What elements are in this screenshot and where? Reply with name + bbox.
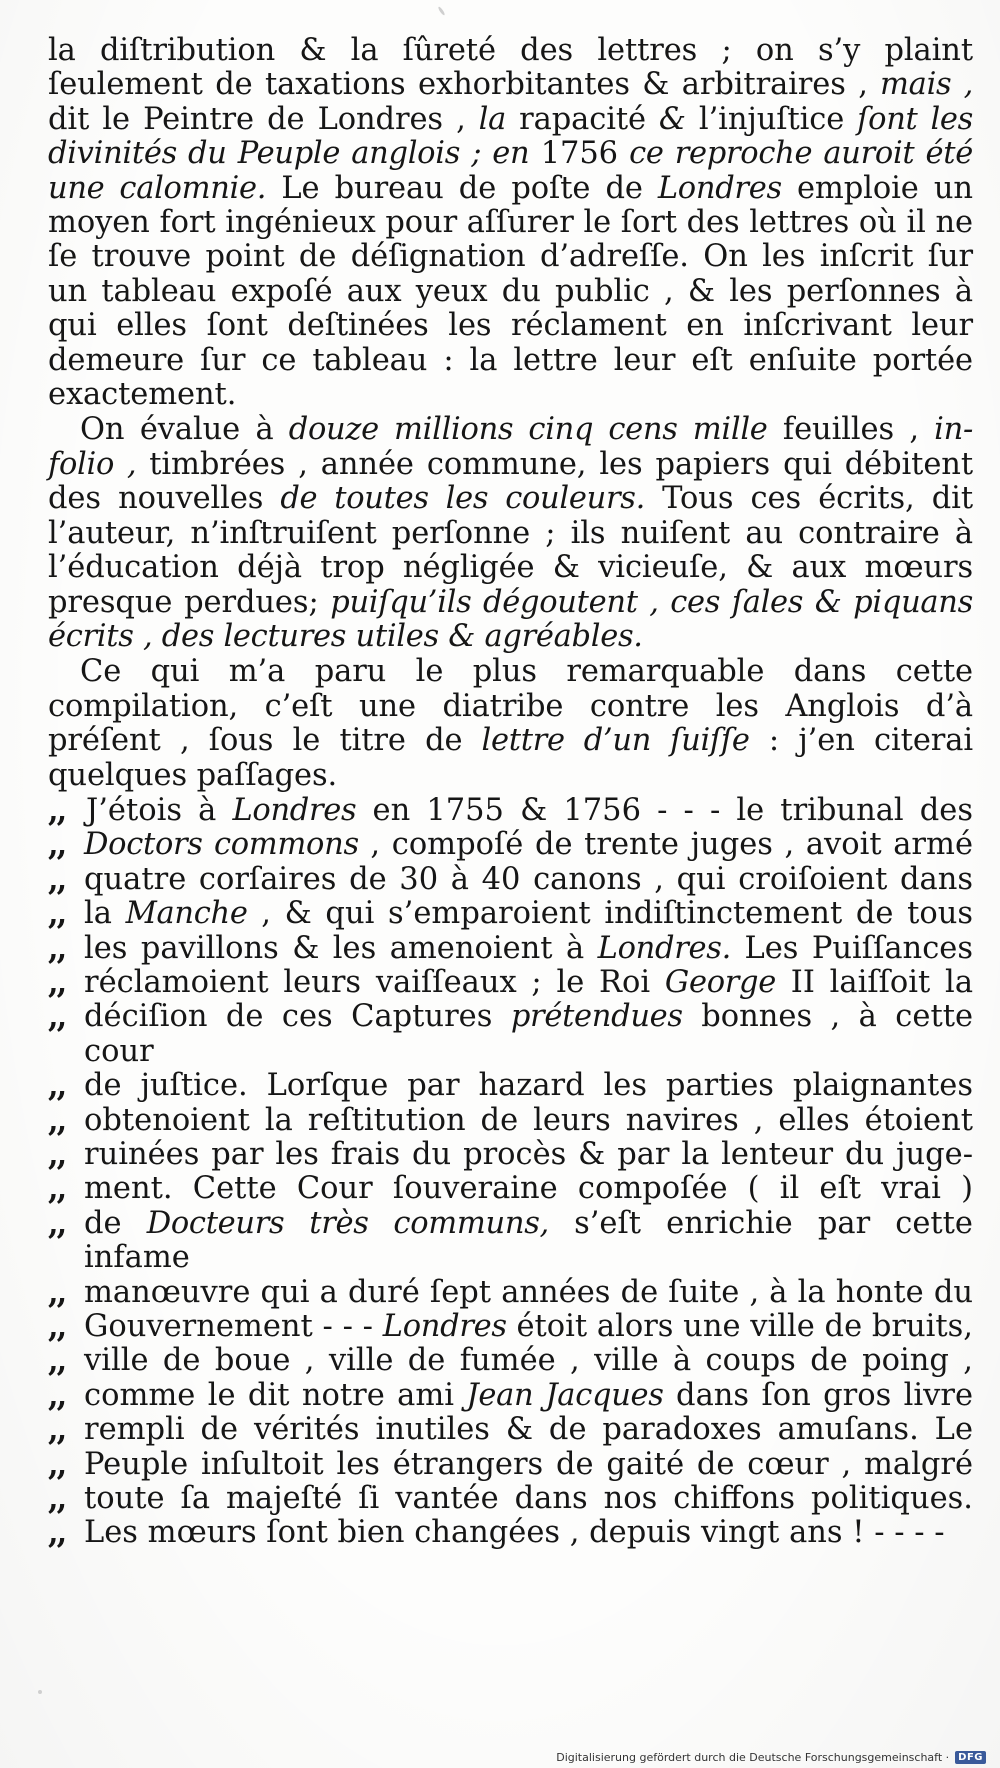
italic-text: ſont les divinités du Peuple anglois ; [48,101,974,172]
text-run: , compoſé de trente juges , avoit armé [358,827,973,863]
text-run: ville de boue , ville de fumée , ville à coups de poing , [84,1343,973,1379]
quote-line-text [84,828,973,862]
text-run: de [84,1205,147,1241]
quote-line [48,863,973,897]
text-run: dans ſon gros livre [663,1377,974,1413]
quotation-mark: ,, [48,1205,66,1242]
quotation-mark: ,, [48,827,66,864]
quote-line [48,1482,973,1516]
italic-text: de toutes les couleurs. [263,481,645,517]
italic-text: puiſqu’ils dégoutent , ces ſales & piquans écrits , des lectures utiles & agréables. [48,584,973,654]
text-run: Gouvernement - - - [84,1309,383,1345]
quote-line [48,1276,973,1310]
quotation-mark: ,, [48,1412,66,1449]
quotation-mark: ,, [48,1274,66,1311]
text-run: II laiſſoit la [776,964,973,1000]
quote-line-text [84,1104,973,1138]
text-run: ruinées par les frais du procès & par la lenteur du juge- [84,1137,973,1172]
text-run: l’injuſtice [685,101,845,137]
quote-line [48,1000,973,1069]
quote-line [48,1138,973,1172]
quote-line-text [84,1310,973,1344]
quotation-mark: ,, [48,1171,66,1208]
text-run: Le bureau de poſte de [266,170,643,206]
quote-line [48,1207,973,1276]
text-run: comme le dit notre ami [84,1377,467,1413]
text-run: On évalue à [80,412,274,448]
text-run: manœuvre qui a duré ſept années de ſuite , à la honte du [84,1274,973,1310]
quote-line-text [84,863,973,897]
italic-text: Londres [232,792,357,828]
quotation-mark: ,, [48,930,66,967]
italic-text: Londres [642,170,782,206]
text-run: ment. Cette Cour ſouveraine compoſée ( il eſt vrai ) [84,1171,973,1207]
text-run: bonnes , à cette cour [84,999,974,1069]
quotation-mark: ,, [48,964,66,1001]
paragraph [48,34,973,412]
italic-text: lettre d’un ſuiſſe [462,723,750,759]
text-run: rapacité [506,101,646,137]
quotation-mark: ,, [48,1446,66,1483]
quotation-mark: ,, [48,1515,66,1552]
quote-line-text [84,1344,973,1378]
quotation-mark: ,, [48,1377,66,1414]
italic-text: in-folio , [48,412,973,482]
text-run: Tous ces écrits, dit l’auteur, n’inſtruiſent perſonne ; ils nuiſent au contraire à l’éducation déjà trop négligée & vicieuſe, & aux mœurs presque perdues; [48,481,973,620]
text-run: réclamoient leurs vaiſſeaux ; le Roi [84,964,665,1000]
italic-text: Docteurs très communs, [146,1205,549,1241]
body-text [48,34,973,793]
text-run: : j’en citerai quelques paſſages. [48,723,973,793]
quote-line-text [84,1207,973,1276]
text-run: 1756 [529,136,618,172]
quote-line [48,932,973,966]
italic-text: Manche [125,896,248,932]
quote-line [48,1069,973,1103]
quote-line [48,1448,973,1482]
quote-line-text [84,1138,973,1172]
text-run: , & qui s’emparoient indiſtinctement de tous [247,896,973,932]
italic-text: ce reproche auroit été une calomnie. [48,136,973,206]
quote-line-text [84,966,973,1000]
paragraph [48,413,973,654]
quote-line [48,966,973,1000]
quotation-mark: ,, [48,1481,66,1518]
quote-line-text [84,1448,973,1482]
quotation-mark: ,, [48,1102,66,1139]
quote-line-text [84,932,973,966]
quote-line-text [84,1172,973,1206]
quotation-mark: ,, [48,792,66,829]
quotation-mark: ,, [48,1137,66,1173]
text-run: Ce qui m’a paru le plus remarquable dans cette compilation, c’eſt une diatribe contre les Anglois d’à préſent , ſous le titre de [48,654,973,759]
quotation-mark: ,, [48,1309,66,1346]
text-run: toute ſa majeſté ſi vantée dans nos chiffons politiques. [84,1481,973,1517]
quote-line-text [84,897,973,931]
quote-line [48,1413,973,1447]
quotation-mark: ,, [48,861,66,898]
paragraph [48,655,973,793]
italic-text: en [481,136,530,172]
text-run: timbrées , année commune, les papiers qui débitent des nouvelles [48,446,973,517]
digitization-credit [556,1751,986,1764]
quote-line-text [84,1413,973,1447]
credit-text: Digitalisierung gefördert durch die Deutsche Forschungsgemeinschaft · [556,1751,950,1764]
quote-line [48,1310,973,1344]
text-run: Les Puiſſances [731,930,973,966]
italic-text: mais , [867,67,973,103]
quote-line-text [84,1516,973,1550]
quote-line-text [84,1000,973,1069]
text-run: J’étois à [86,792,233,828]
text-run: de juſtice. Lorſque par hazard les parties plaignantes [84,1068,973,1104]
quote-line [48,1344,973,1378]
quote-line [48,794,973,828]
quote-line-text [84,1482,973,1516]
quotation-mark: ,, [48,1343,66,1380]
text-run: dit le Peintre de Londres , [48,101,466,137]
text-run: rempli de vérités inutiles & de paradoxes amuſans. Le [84,1412,973,1448]
book-page [48,34,973,1551]
text-run: emploie un moyen fort ingénieux pour aſſurer le ſort des lettres où il ne ſe trouve point de déſignation d’adreſſe. On les inſcrit ſur un tableau expoſé aux yeux du public , & les perſonnes à qui elles ſont deſtinées les réclament en inſcrivant leur demeure ſur ce tableau : la lettre leur eſt enſuite portée exactement. [48,170,973,413]
italic-text: Londres [382,1309,507,1345]
italic-text: George [664,964,777,1000]
quotation-mark: ,, [48,896,66,933]
italic-text: Jean Jacques [466,1377,664,1413]
italic-text: & [645,101,686,137]
scan-speck [38,1690,42,1694]
quote-line [48,1379,973,1413]
text-run: s’eſt enrichie par cette infame [84,1205,973,1276]
quote-line [48,1172,973,1206]
quotation-mark: ,, [48,1068,66,1105]
quote-line-text [84,1379,973,1413]
quote-line [48,828,973,862]
quote-line [48,1516,973,1550]
text-run: la [84,896,126,932]
text-run: la diſtribution & la ſûreté des lettres ; on s’y plaint ſeulement de taxations exhorbitantes & arbitraires , [48,33,973,103]
text-run: en 1755 & 1756 - - - le tribunal des [356,792,973,828]
quote-line [48,1104,973,1138]
text-run: déciſion de ces Captures [84,999,511,1035]
italic-text: Londres. [597,930,732,966]
italic-text: douze millions cinq cens mille [273,412,768,448]
quote-line-text [84,1276,973,1310]
italic-text: prétendues [510,999,683,1035]
italic-text: Doctors commons [84,827,359,863]
dfg-logo: DFG [955,1751,986,1764]
italic-text: la [465,101,506,137]
quotation-mark: ,, [48,999,66,1036]
quote-line-text [84,1069,973,1103]
text-run: quatre corſaires de 30 à 40 canons , qui croiſoient dans [84,861,973,897]
text-run: obtenoient la reſtitution de leurs navires , elles étoient [84,1102,973,1138]
quote-line-text [84,794,973,828]
text-run: étoit alors une ville de bruits, [506,1309,973,1345]
text-run: Les mœurs ſont bien changées , depuis vingt ans ! - - - - [84,1515,945,1551]
text-run: feuilles , [767,412,920,448]
text-run: Peuple inſultoit les étrangers de gaité de cœur , malgré [84,1446,973,1482]
quoted-letter [48,794,973,1551]
quote-line [48,897,973,931]
text-run: les pavillons & les amenoient à [84,930,598,966]
